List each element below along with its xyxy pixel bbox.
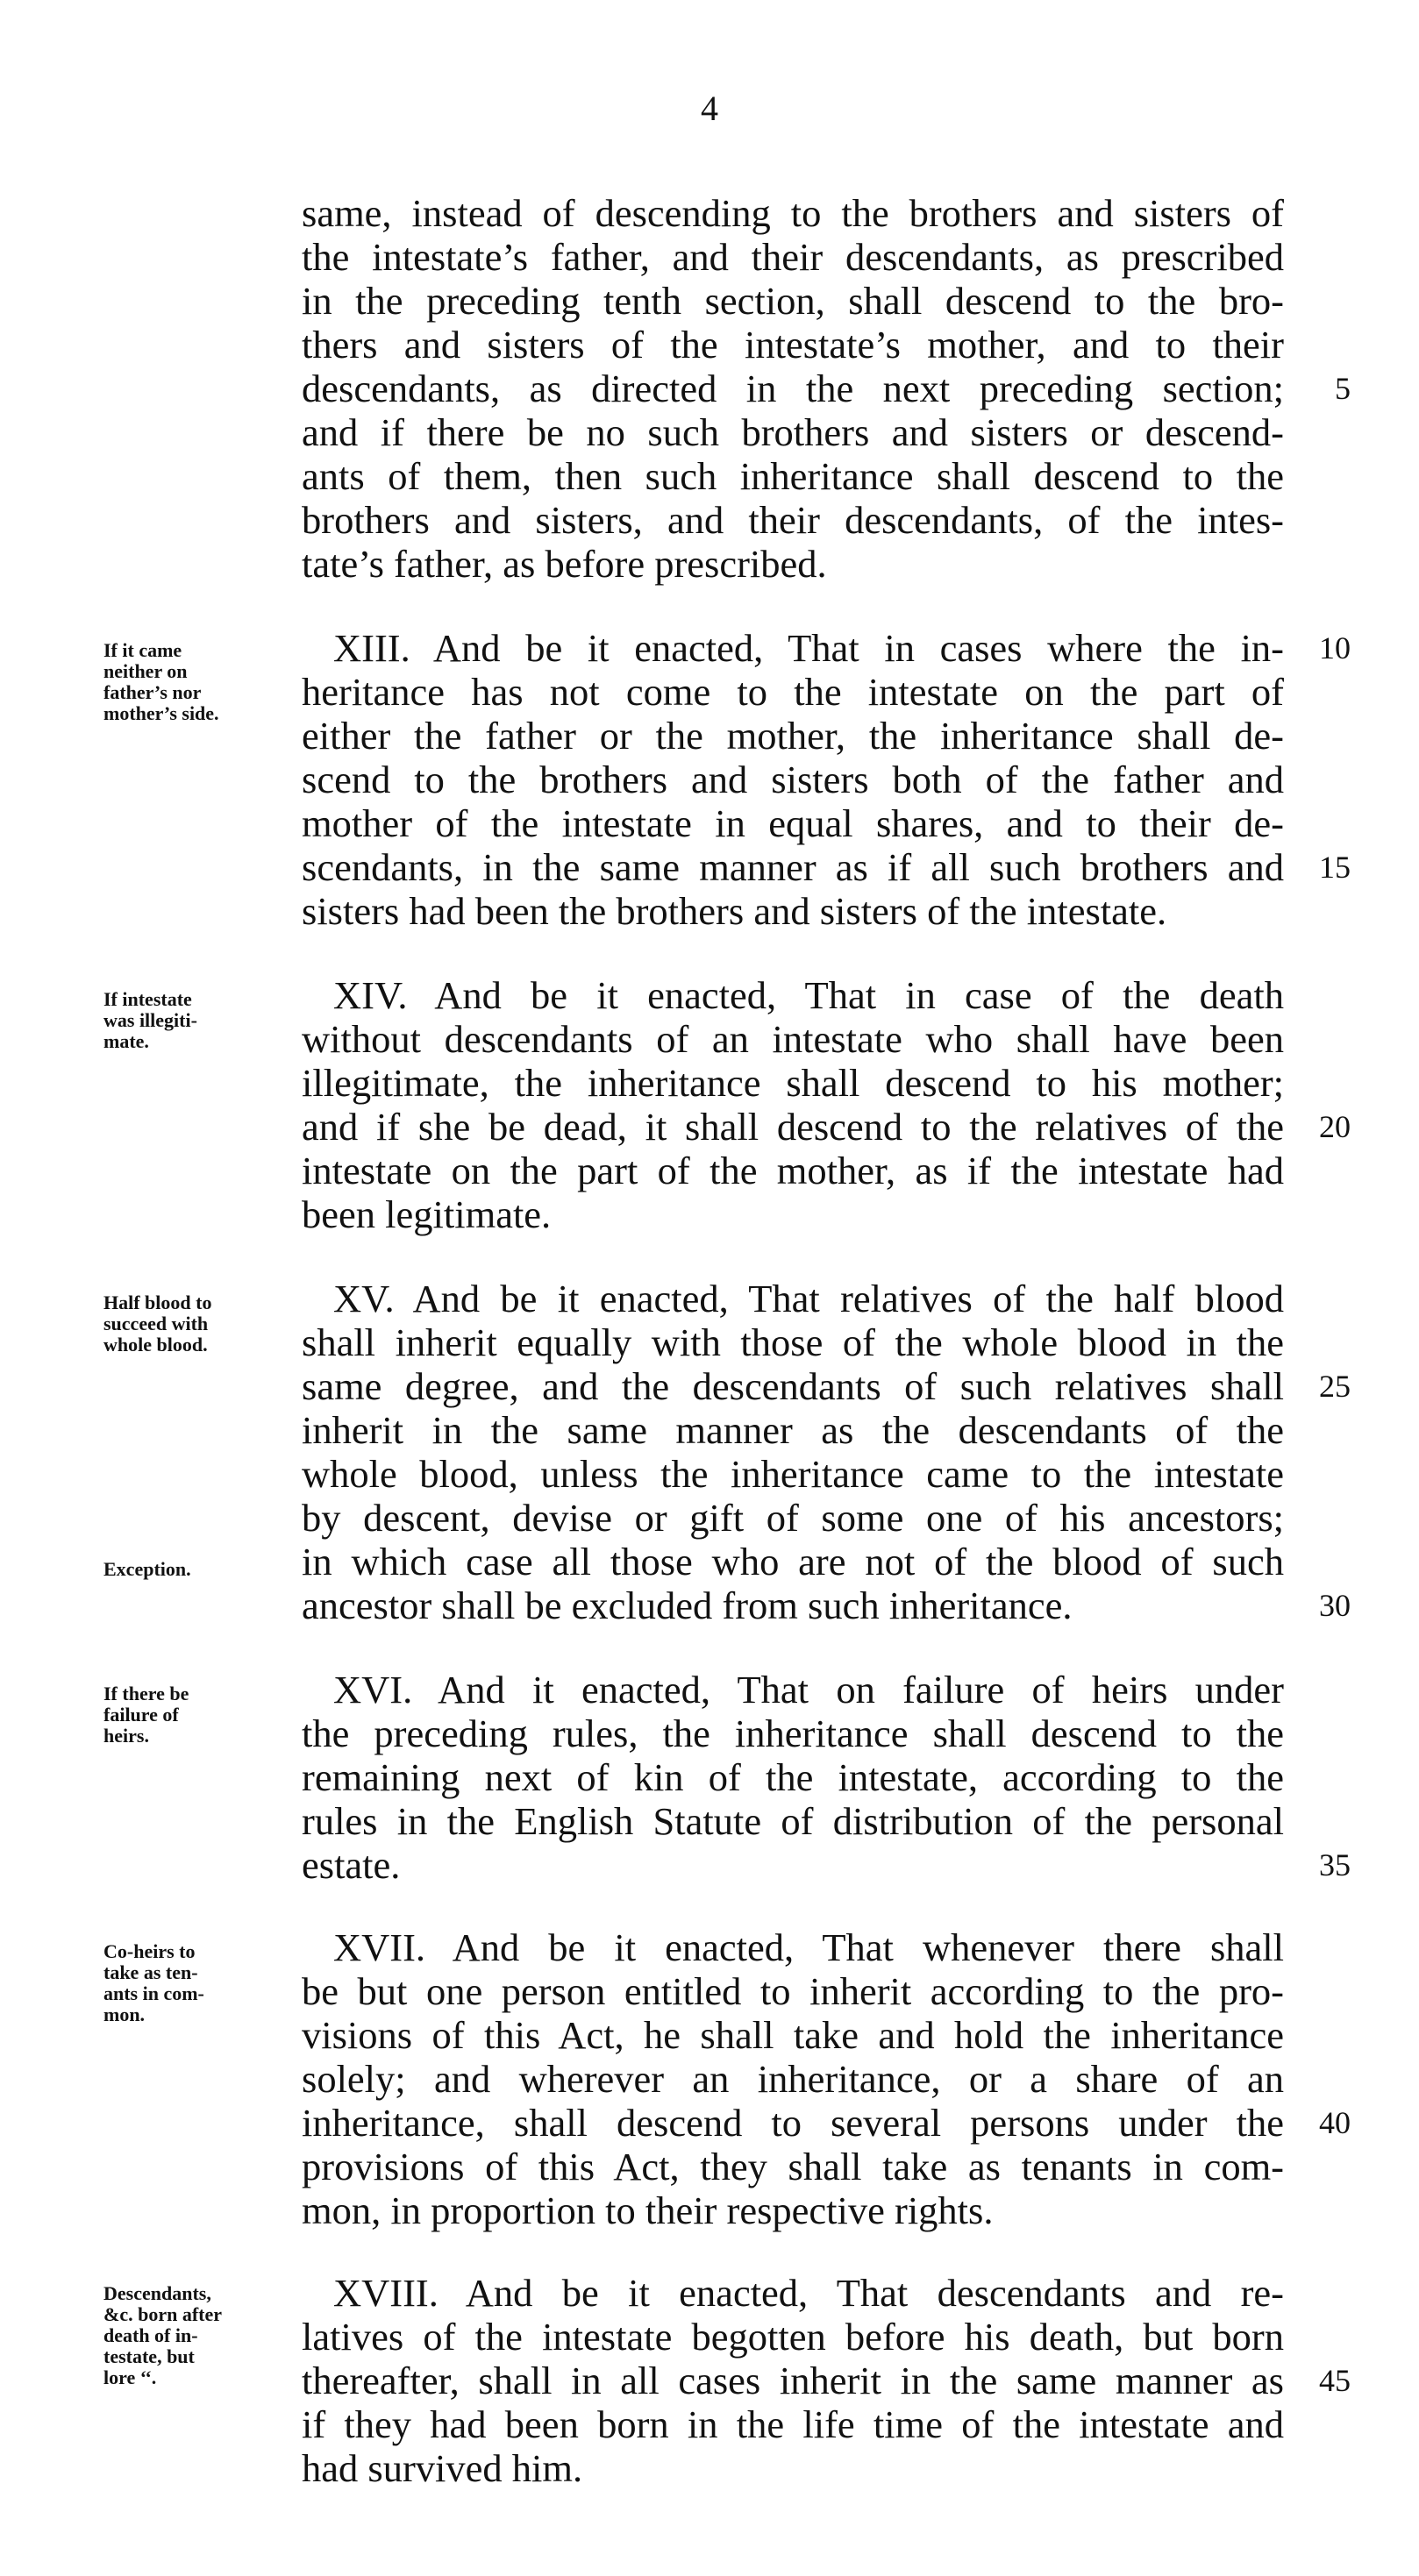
line-number: 30	[1319, 1588, 1351, 1623]
text-line: brothers and sisters, and their descendants, of the intes-	[302, 498, 1284, 542]
text-line: XIV. And be it enacted, That in case of the death	[333, 973, 1284, 1017]
text-line: descendants, as directed in the next preceding section;	[302, 366, 1284, 410]
text-line: mother of the intestate in equal shares, and to their de-	[302, 801, 1284, 845]
text-line: ancestor shall be excluded from such inheritance.	[302, 1583, 1073, 1627]
text-line: scend to the brothers and sisters both of the father and	[302, 758, 1284, 801]
page-number: 4	[701, 89, 718, 128]
text-line: illegitimate, the inheritance shall descend to his mother;	[302, 1061, 1284, 1105]
text-line: be but one person entitled to inherit according to the pro-	[302, 1969, 1284, 2013]
text-line: sisters had been the brothers and sisters of the intestate.	[302, 889, 1167, 933]
margin-note-exception: Exception.	[103, 1558, 191, 1580]
text-line: either the father or the mother, the inheritance shall de-	[302, 714, 1284, 758]
text-line: in the preceding tenth section, shall descend to the bro-	[302, 279, 1284, 323]
text-line: in which case all those who are not of the blood of such	[302, 1540, 1284, 1583]
text-line: and if she be dead, it shall descend to the relatives of the	[302, 1105, 1284, 1149]
text-line: if they had been born in the life time of the intestate and	[302, 2402, 1284, 2446]
text-line: XVIII. And be it enacted, That descendants and re-	[333, 2271, 1284, 2315]
line-number: 45	[1319, 2363, 1351, 2398]
text-line: the intestate’s father, and their descendants, as prescribed	[302, 235, 1284, 279]
text-line: by descent, devise or gift of some one of his ancestors;	[302, 1496, 1284, 1540]
margin-note: Half blood to succeed with whole blood.	[103, 1292, 212, 1356]
text-line: inherit in the same manner as the descendants of the	[302, 1408, 1284, 1452]
line-number: 25	[1319, 1369, 1351, 1404]
text-line: thereafter, shall in all cases inherit in the same manner as	[302, 2359, 1284, 2402]
margin-note: Descendants, &c. born after death of in- testate, but lore ‘‘.	[103, 2282, 223, 2388]
text-line: shall inherit equally with those of the whole blood in the	[302, 1320, 1284, 1364]
margin-note: If intestate was illegiti- mate.	[103, 988, 197, 1052]
text-line: same degree, and the descendants of such relatives shall	[302, 1364, 1284, 1408]
text-line: remaining next of kin of the intestate, according to the	[302, 1755, 1284, 1799]
line-number: 5	[1335, 371, 1351, 406]
text-line: the preceding rules, the inheritance shall descend to the	[302, 1711, 1284, 1755]
text-line: thers and sisters of the intestate’s mother, and to their	[302, 323, 1284, 366]
text-line: rules in the English Statute of distribution of the personal	[302, 1799, 1284, 1843]
text-line: tate’s father, as before prescribed.	[302, 542, 827, 586]
margin-note: If there be failure of heirs.	[103, 1683, 189, 1747]
text-line: whole blood, unless the inheritance came to the intestate	[302, 1452, 1284, 1496]
text-line: intestate on the part of the mother, as if the intestate had	[302, 1149, 1284, 1192]
line-number: 35	[1319, 1847, 1351, 1882]
text-line: XIII. And be it enacted, That in cases where the in-	[333, 626, 1284, 670]
text-line: mon, in proportion to their respective rights.	[302, 2188, 994, 2232]
margin-note: Co-heirs to take as ten- ants in com- mon.	[103, 1940, 204, 2025]
text-line: estate.	[302, 1843, 401, 1887]
text-line: visions of this Act, he shall take and hold the inheritance	[302, 2013, 1284, 2057]
text-line: provisions of this Act, they shall take as tenants in com-	[302, 2145, 1284, 2188]
text-line: same, instead of descending to the brothers and sisters of	[302, 191, 1284, 235]
text-line: XVII. And be it enacted, That whenever there shall	[333, 1925, 1284, 1969]
text-line: latives of the intestate begotten before his death, but born	[302, 2315, 1284, 2359]
margin-note: If it came neither on father’s nor mother’s side.	[103, 639, 219, 724]
line-number: 40	[1319, 2105, 1351, 2140]
text-line: been legitimate.	[302, 1192, 552, 1236]
text-line: heritance has not come to the intestate on the part of	[302, 670, 1284, 714]
text-line: had survived him.	[302, 2446, 583, 2490]
line-number: 20	[1319, 1109, 1351, 1144]
text-line: inheritance, shall descend to several persons under the	[302, 2101, 1284, 2145]
text-line: XVI. And it enacted, That on failure of heirs under	[333, 1668, 1284, 1711]
text-line: and if there be no such brothers and sisters or descend-	[302, 410, 1284, 454]
line-number: 15	[1319, 850, 1351, 885]
text-line: XV. And be it enacted, That relatives of the half blood	[333, 1277, 1284, 1320]
text-line: scendants, in the same manner as if all such brothers and	[302, 845, 1284, 889]
text-line: ants of them, then such inheritance shall descend to the	[302, 454, 1284, 498]
text-line: without descendants of an intestate who shall have been	[302, 1017, 1284, 1061]
line-number: 10	[1319, 630, 1351, 665]
text-line: solely; and wherever an inheritance, or a share of an	[302, 2057, 1284, 2101]
